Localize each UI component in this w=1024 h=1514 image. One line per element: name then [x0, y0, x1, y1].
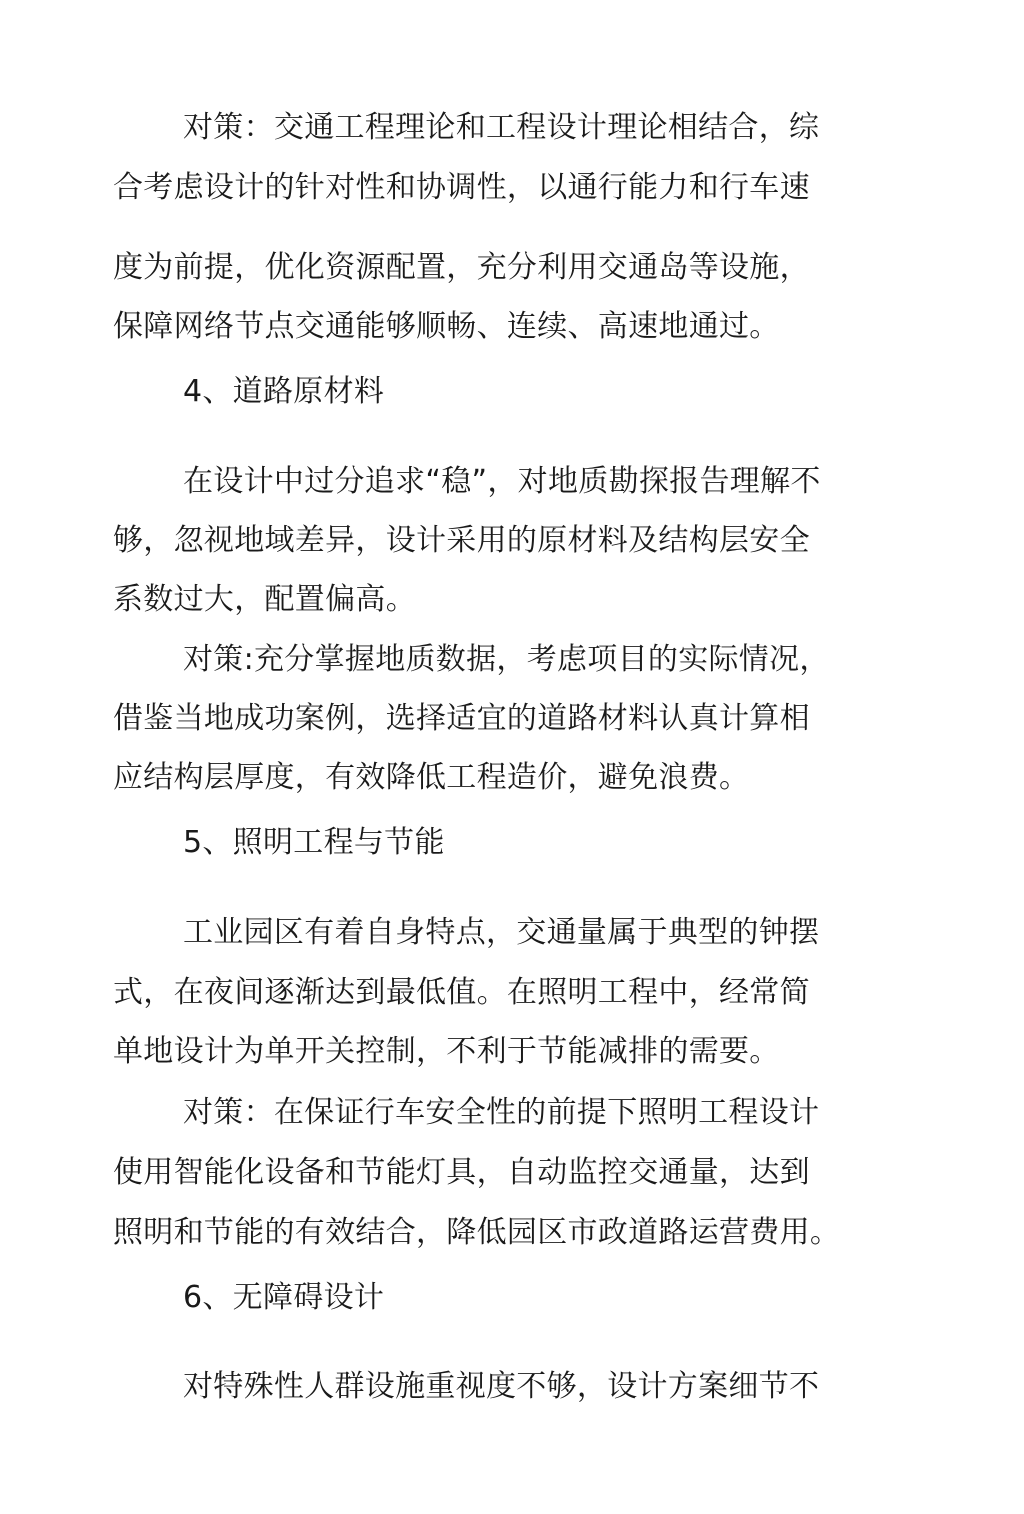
- paragraph-line: 对策：交通工程理论和工程设计理论相结合，综: [183, 110, 820, 145]
- paragraph-line: 照明和节能的有效结合，降低园区市政道路运营费用。: [113, 1215, 841, 1250]
- section-heading: 5、照明工程与节能: [183, 825, 445, 860]
- section-heading: 6、无障碍设计: [183, 1280, 385, 1315]
- paragraph-line: 系数过大，配置偏高。: [113, 582, 416, 617]
- paragraph-line: 度为前提，优化资源配置，充分利用交通岛等设施，: [113, 250, 810, 285]
- paragraph-line: 够，忽视地域差异，设计采用的原材料及结构层安全: [113, 523, 810, 558]
- paragraph-line: 工业园区有着自身特点，交通量属于典型的钟摆: [183, 915, 820, 950]
- paragraph-line: 合考虑设计的针对性和协调性，以通行能力和行车速: [113, 170, 810, 205]
- paragraph-line: 应结构层厚度，有效降低工程造价，避免浪费。: [113, 760, 750, 795]
- paragraph-line: 单地设计为单开关控制，不利于节能减排的需要。: [113, 1034, 780, 1069]
- paragraph-line: 在设计中过分追求“稳”，对地质勘探报告理解不: [183, 464, 821, 499]
- paragraph-line: 借鉴当地成功案例，选择适宜的道路材料认真计算相: [113, 701, 810, 736]
- section-heading: 4、道路原材料: [183, 374, 385, 409]
- paragraph-line: 对策：在保证行车安全性的前提下照明工程设计: [183, 1095, 820, 1130]
- paragraph-line: 对特殊性人群设施重视度不够，设计方案细节不: [183, 1369, 820, 1404]
- paragraph-line: 式，在夜间逐渐达到最低值。在照明工程中，经常简: [113, 975, 810, 1010]
- paragraph-line: 保障网络节点交通能够顺畅、连续、高速地通过。: [113, 309, 780, 344]
- paragraph-line: 使用智能化设备和节能灯具，自动监控交通量，达到: [113, 1155, 810, 1190]
- paragraph-line: 对策:充分掌握地质数据，考虑项目的实际情况，: [183, 642, 830, 677]
